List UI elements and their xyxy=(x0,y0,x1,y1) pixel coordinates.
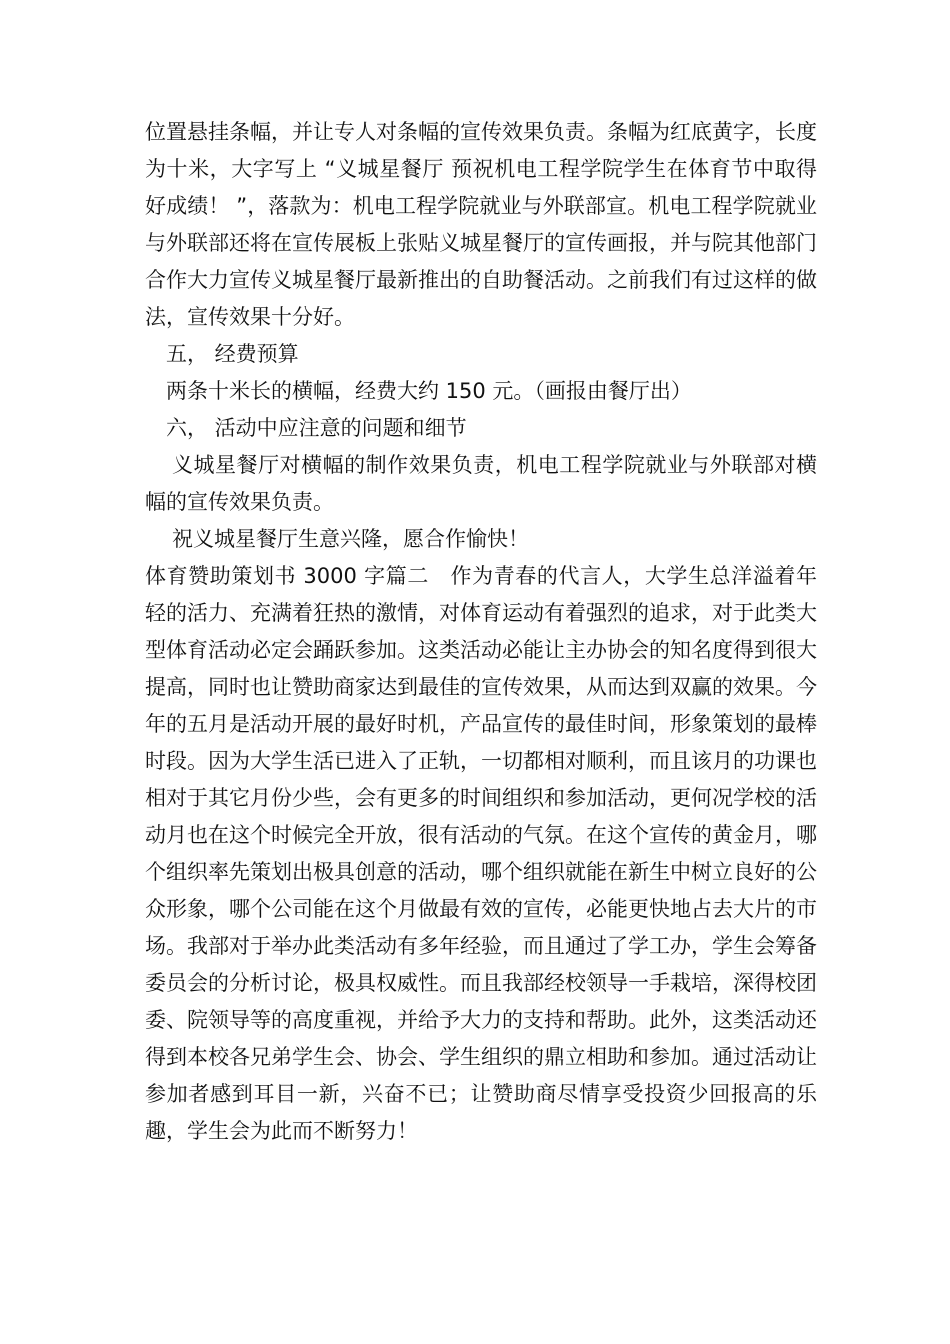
document-page xyxy=(145,114,817,1150)
paragraph-wishes: 祝义城星餐厅生意兴隆，愿合作愉快！ xyxy=(172,527,529,551)
heading-notes: 六， 活动中应注意的问题和细节 xyxy=(166,416,467,440)
heading-budget: 五， 经费预算 xyxy=(166,342,299,366)
paragraph-responsibility: 义城星餐厅对横幅的制作效果负责，机电工程学院就业与外联部对横幅的宣传效果负责。 xyxy=(145,453,817,514)
paragraph-banner-placement: 位置悬挂条幅，并让专人对条幅的宣传效果负责。条幅为红底黄字，长度为十米，大字写上 “义城星餐厅 预祝机电工程学院学生在体育节中取得好成绩！ ”，落款为：机电工程学院就业与外联部宣。机电工程学院就业与外联部还将在宣传展板上张贴义城星餐厅的宣传画报，并与院其他部门合作大力宣传义城星餐厅最新推出的自助餐活动。之前我们有过这样的做法，宣传效果十分好。 xyxy=(145,120,817,329)
paragraph-part-two: 体育赞助策划书 3000 字篇二 作为青春的代言人，大学生总洋溢着年轻的活力、充满着狂热的激情，对体育运动有着强烈的追求，对于此类大型体育活动必定会踊跃参加。这类活动必能让主办协会的知名度得到很大提高，同时也让赞助商家达到最佳的宣传效果，从而达到双赢的效果。今年的五月是活动开展的最好时机，产品宣传的最佳时间，形象策划的最棒时段。因为大学生活已进入了正轨，一切都相对顺利，而且该月的功课也相对于其它月份少些，会有更多的时间组织和参加活动，更何况学校的活动月也在这个时候完全开放，很有活动的气氛。在这个宣传的黄金月，哪个组织率先策划出极具创意的活动，哪个组织就能在新生中树立良好的公众形象，哪个公司能在这个月做最有效的宣传，必能更快地占去大片的市场。我部对于举办此类活动有多年经验，而且通过了学工办，学生会筹备委员会的分析讨论，极具权威性。而且我部经校领导一手栽培，深得校团委、院领导等的高度重视，并给予大力的支持和帮助。此外，这类活动还得到本校各兄弟学生会、协会、学生组织的鼎立相助和参加。通过活动让参加者感到耳目一新，兴奋不已；让赞助商尽情享受投资少回报高的乐趣，学生会为此而不断努力！ xyxy=(145,564,817,1143)
paragraph-budget: 两条十米长的横幅，经费大约 150 元。（画报由餐厅出） xyxy=(166,379,692,403)
